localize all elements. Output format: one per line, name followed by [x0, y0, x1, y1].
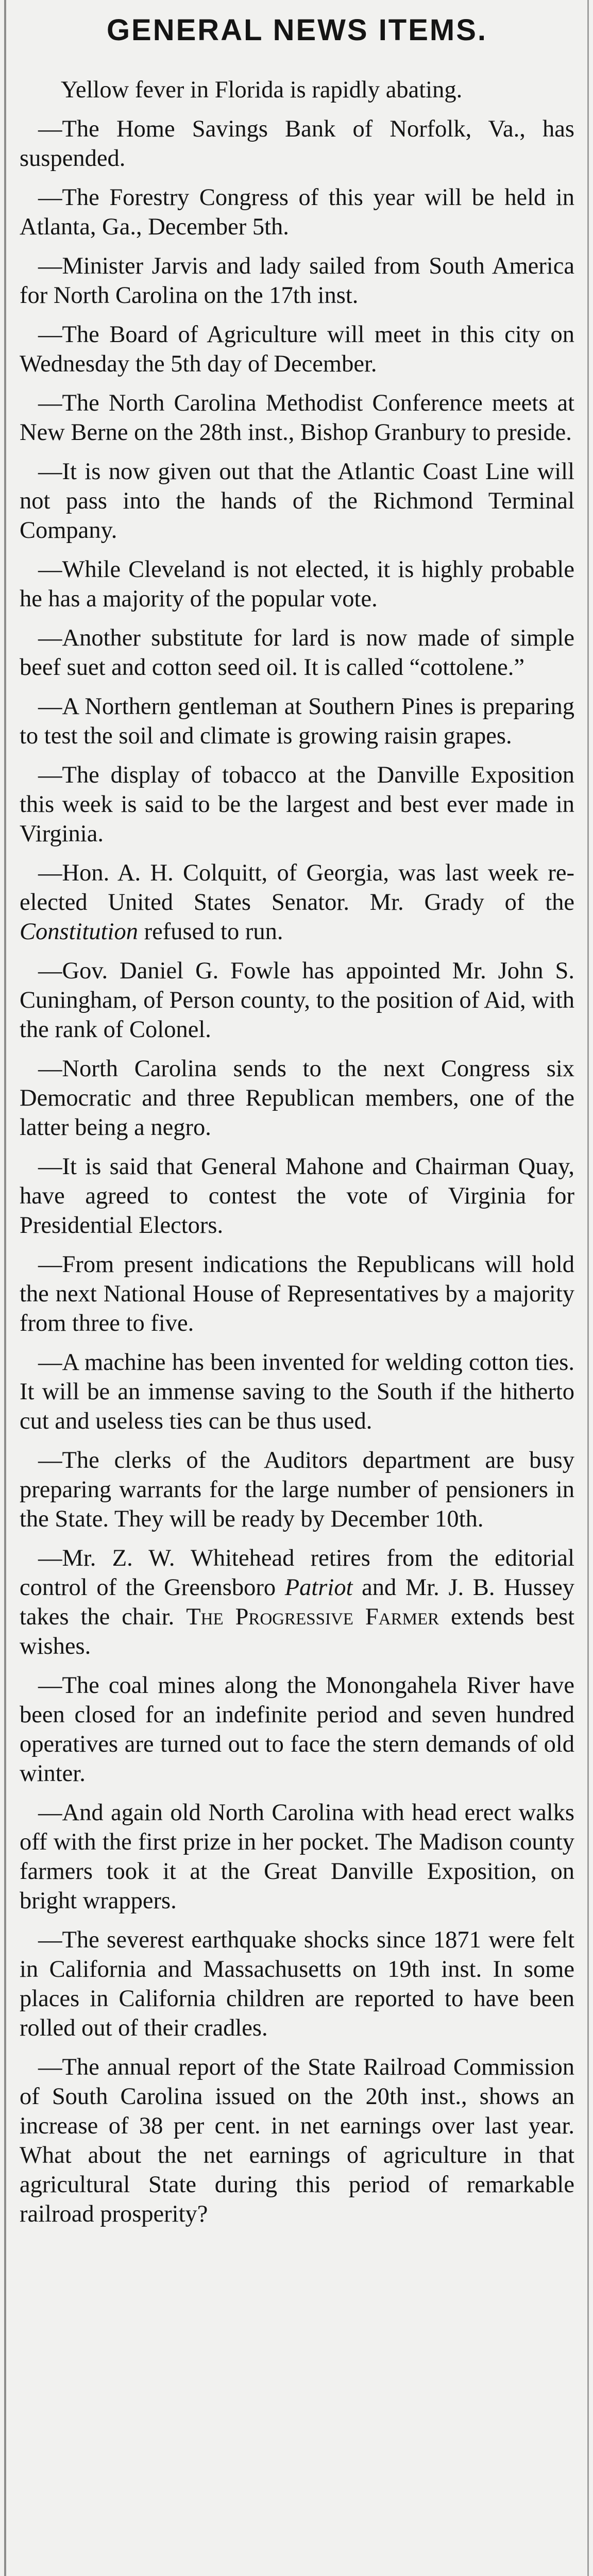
news-items-list: [20, 75, 574, 2229]
news-item: —North Carolina sends to the next Congress six Democratic and three Republican members, one of the latter being a negro.: [20, 1056, 574, 1141]
section-headline: GENERAL NEWS ITEMS.: [106, 13, 488, 47]
newspaper-title-italic: Patriot: [284, 1574, 353, 1601]
news-item: [20, 1544, 574, 1661]
news-item: —It is said that General Mahone and Chairman Quay, have agreed to contest the vote of Virginia for Presidential Electors.: [20, 1154, 574, 1239]
news-item-text: —Mr. Z. W. Whitehead retires from the editorial control of the Greensboro: [20, 1545, 574, 1601]
news-item: —The severest earthquake shocks since 1871 were felt in California and Massachusetts on 19th inst. In some places in California children are reported to have been rolled out of their cradles.: [20, 1927, 574, 2041]
news-item: [20, 858, 574, 946]
left-column-rule: [4, 0, 6, 2576]
news-item: —The Home Savings Bank of Norfolk, Va., has suspended.: [20, 116, 574, 172]
news-item-text: and Mr. J. B. Hussey takes the chair.: [20, 1574, 574, 1630]
news-item: —A machine has been invented for welding cotton ties. It will be an immense saving to the South if the hitherto cut and useless ties can be thus used.: [20, 1349, 574, 1434]
news-item: —The Board of Agriculture will meet in this city on Wednesday the 5th day of December.: [20, 321, 574, 377]
news-item-text: refused to run.: [138, 919, 283, 945]
news-item: —From present indications the Republicans will hold the next National House of Representatives by a majority from three to five.: [20, 1251, 574, 1336]
news-item: —The display of tobacco at the Danville Exposition this week is said to be the largest and best ever made in Virginia.: [20, 762, 574, 847]
news-item: —The clerks of the Auditors department are busy preparing warrants for the large number of pensioners in the State. They will be ready by December 10th.: [20, 1447, 574, 1532]
newspaper-title-smallcaps: The Progressive Farmer: [186, 1604, 439, 1630]
news-item: —Gov. Daniel G. Fowle has appointed Mr. John S. Cuningham, of Person county, to the position of Aid, with the rank of Colonel.: [20, 958, 574, 1043]
news-item: —And again old North Carolina with head erect walks off with the first prize in her pocket. The Madison county farmers took it at the Great Danville Exposition, on bright wrappers.: [20, 1800, 574, 1914]
news-item: —Another substitute for lard is now made of simple beef suet and cotton seed oil. It is called “cottolene.”: [20, 625, 574, 681]
news-item: —The coal mines along the Monongahela River have been closed for an indefinite period and seven hundred operatives are turned out to face the stern demands of old winter.: [20, 1672, 574, 1787]
newspaper-title-italic: Constitution: [20, 919, 138, 945]
news-item-text: extends best wishes.: [20, 1604, 575, 1659]
news-item: —A Northern gentleman at Southern Pines is preparing to test the soil and climate is growing raisin grapes.: [20, 693, 574, 749]
news-item: —The North Carolina Methodist Conference meets at New Berne on the 28th inst., Bishop Granbury to preside.: [20, 390, 574, 446]
news-item: —It is now given out that the Atlantic Coast Line will not pass into the hands of the Richmond Terminal Company.: [20, 459, 574, 544]
news-item: —The Forestry Congress of this year will be held in Atlanta, Ga., December 5th.: [20, 184, 574, 240]
news-item: —While Cleveland is not elected, it is highly probable he has a majority of the popular vote.: [20, 556, 574, 612]
news-item: Yellow fever in Florida is rapidly abating.: [61, 77, 463, 103]
right-column-rule: [587, 0, 589, 2576]
news-item: —Minister Jarvis and lady sailed from South America for North Carolina on the 17th inst.: [20, 253, 574, 309]
news-item-text: —Hon. A. H. Colquitt, of Georgia, was last week re-elected United States Senator. Mr. Grady of the: [20, 860, 574, 916]
news-item: —The annual report of the State Railroad Commission of South Carolina issued on the 20th inst., shows an increase of 38 per cent. in net earnings over last year. What about the net earnings of agriculture in that agricultural State during this period of remarkable railroad prosperity?: [20, 2054, 574, 2227]
